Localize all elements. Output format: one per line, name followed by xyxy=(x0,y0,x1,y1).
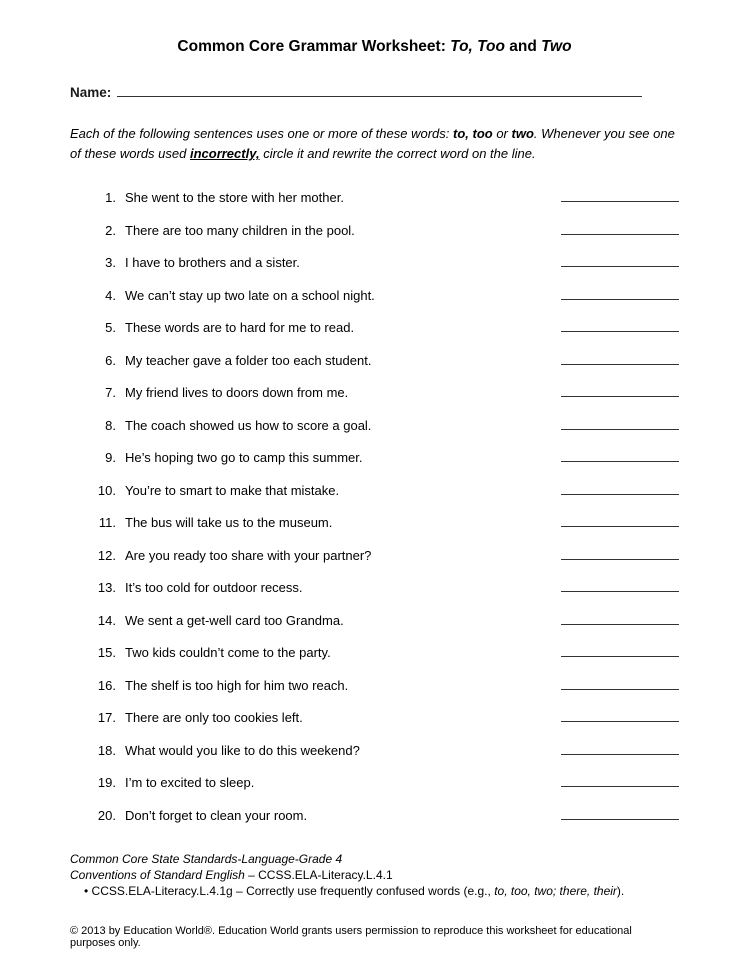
item-sentence: You’re to smart to make that mistake. xyxy=(125,482,340,498)
list-item xyxy=(90,741,679,760)
list-item xyxy=(90,448,679,467)
list-item xyxy=(90,253,679,272)
list-item xyxy=(90,708,679,727)
item-sentence: Are you ready too share with your partner? xyxy=(125,547,372,563)
answer-line xyxy=(561,676,679,690)
answer-line xyxy=(561,416,679,430)
instructions-incorrectly: incorrectly, xyxy=(189,146,260,162)
item-sentence: Two kids couldn’t come to the party. xyxy=(125,645,331,661)
item-number: 20. xyxy=(97,807,116,823)
name-blank-line xyxy=(117,82,642,97)
item-number: 18. xyxy=(97,742,116,758)
item-number: 6. xyxy=(105,352,116,368)
answer-line xyxy=(561,578,679,592)
standards-bullet-text: CCSS.ELA-Literacy.L.4.1g – Correctly use frequently confused words (e.g., xyxy=(91,884,495,899)
item-sentence: I’m to excited to sleep. xyxy=(125,775,255,791)
item-sentence: My teacher gave a folder too each student. xyxy=(125,352,372,368)
item-sentence: She went to the store with her mother. xyxy=(125,190,344,206)
list-item xyxy=(90,188,679,207)
item-number: 10. xyxy=(97,482,116,498)
answer-line xyxy=(561,188,679,202)
instructions xyxy=(70,124,679,164)
sentence-list xyxy=(70,188,679,825)
instructions-keyword-two: two xyxy=(511,126,534,141)
item-number: 8. xyxy=(105,417,116,433)
standards-bullet xyxy=(70,883,679,899)
standards-bullet-examples: to, too, two; there, their xyxy=(494,884,617,899)
list-item xyxy=(90,318,679,337)
item-sentence: There are only too cookies left. xyxy=(125,710,303,726)
answer-line xyxy=(561,383,679,397)
item-number: 13. xyxy=(97,580,116,596)
list-item xyxy=(90,773,679,792)
item-number: 4. xyxy=(105,287,116,303)
item-number: 14. xyxy=(97,612,116,628)
list-item xyxy=(90,676,679,695)
answer-line xyxy=(561,708,679,722)
item-number: 5. xyxy=(105,320,116,336)
bullet-icon: • xyxy=(84,884,89,899)
answer-line xyxy=(561,741,679,755)
answer-line xyxy=(561,546,679,560)
standards-conventions-title: Conventions of Standard English xyxy=(70,867,245,882)
instructions-text-2: . Whenever you see one of these words used xyxy=(70,126,675,162)
page-title xyxy=(70,38,679,56)
title-text: Common Core Grammar Worksheet: xyxy=(177,38,451,55)
instructions-text: Each of the following sentences uses one or more of these words: xyxy=(70,126,453,141)
standards-line-grade: Common Core State Standards-Language-Grade 4 xyxy=(70,851,343,866)
list-item xyxy=(90,806,679,825)
answer-line xyxy=(561,318,679,332)
list-item xyxy=(90,546,679,565)
answer-line xyxy=(561,253,679,267)
instructions-text-3: circle it and rewrite the correct word on the line. xyxy=(259,146,536,162)
item-number: 12. xyxy=(97,547,116,563)
item-sentence: The bus will take us to the museum. xyxy=(125,515,333,531)
list-item xyxy=(90,286,679,305)
name-field xyxy=(70,82,679,100)
list-item xyxy=(90,481,679,500)
item-sentence: The coach showed us how to score a goal. xyxy=(125,417,372,433)
answer-line xyxy=(561,643,679,657)
item-number: 16. xyxy=(97,677,116,693)
item-number: 7. xyxy=(105,385,116,401)
item-sentence: He’s hoping two go to camp this summer. xyxy=(125,450,363,466)
standards-conventions-code: – CCSS.ELA-Literacy.L.4.1 xyxy=(244,867,393,882)
item-number: 3. xyxy=(105,255,116,271)
list-item xyxy=(90,383,679,402)
item-number: 17. xyxy=(97,710,116,726)
instructions-or: or xyxy=(492,126,512,141)
title-keyword-to-too: To, Too xyxy=(450,38,505,55)
item-number: 19. xyxy=(97,775,116,791)
item-sentence: I have to brothers and a sister. xyxy=(125,255,300,271)
list-item xyxy=(90,416,679,435)
title-keyword-two: Two xyxy=(541,38,572,55)
answer-line xyxy=(561,351,679,365)
answer-line xyxy=(561,481,679,495)
item-number: 9. xyxy=(105,450,116,466)
list-item xyxy=(90,221,679,240)
list-item xyxy=(90,513,679,532)
list-item xyxy=(90,611,679,630)
answer-line xyxy=(561,773,679,787)
answer-line xyxy=(561,513,679,527)
item-number: 1. xyxy=(105,190,116,206)
list-item xyxy=(90,643,679,662)
list-item xyxy=(90,351,679,370)
item-sentence: What would you like to do this weekend? xyxy=(125,742,360,758)
answer-line xyxy=(561,221,679,235)
item-sentence: It’s too cold for outdoor recess. xyxy=(125,580,303,596)
answer-line xyxy=(561,611,679,625)
copyright: © 2013 by Education World®. Education World grants users permission to reproduce this worksheet for educational purposes only. xyxy=(70,925,632,950)
item-sentence: Don’t forget to clean your room. xyxy=(125,807,308,823)
item-number: 11. xyxy=(98,515,116,531)
item-number: 15. xyxy=(97,645,116,661)
item-sentence: My friend lives to doors down from me. xyxy=(125,385,349,401)
answer-line xyxy=(561,806,679,820)
title-and: and xyxy=(504,38,542,55)
item-sentence: These words are to hard for me to read. xyxy=(125,320,355,336)
standards-block xyxy=(70,851,679,900)
standards-line-conventions xyxy=(70,867,679,883)
instructions-keyword-to-too: to, too xyxy=(453,126,493,141)
name-label: Name: xyxy=(70,85,112,100)
item-sentence: There are too many children in the pool. xyxy=(125,222,355,238)
answer-line xyxy=(561,286,679,300)
answer-line xyxy=(561,448,679,462)
item-sentence: We sent a get-well card too Grandma. xyxy=(125,612,344,628)
item-sentence: We can’t stay up two late on a school night. xyxy=(125,287,375,303)
standards-bullet-close: ). xyxy=(616,884,625,899)
list-item xyxy=(90,578,679,597)
item-sentence: The shelf is too high for him two reach. xyxy=(125,677,349,693)
item-number: 2. xyxy=(105,222,116,238)
